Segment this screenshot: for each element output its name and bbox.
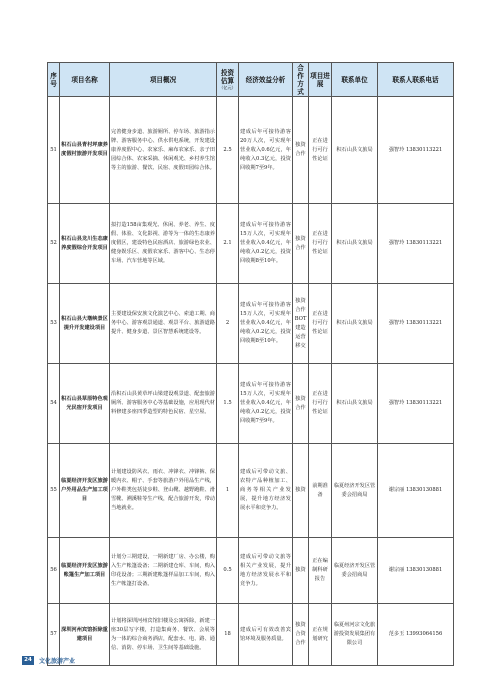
- row-invest: 1: [217, 444, 239, 538]
- table-row: [48, 204, 454, 284]
- row-overview: 计划将深圳河州宾馆旧楼及公寓拆除，新建一座30层写字楼，打造集商务、餐饮、会展等为一体的综合商务酒店，配套水、电、路、通信、消防、停车场、卫生间等基础设施。: [110, 604, 217, 666]
- row-progress: 正在进行可行性论证: [309, 364, 332, 444]
- row-contact: 范多玉 13993064156: [378, 604, 454, 666]
- row-invest: 18: [217, 604, 239, 666]
- row-coop: 独资合资合作: [293, 604, 309, 666]
- row-overview: 沿积石山县黄草坪山梁建设观景道、配套旅游厕所、游客服务中心等基础设施，应用现代材料修建多座四季造型的特色民宿、星空屋。: [110, 364, 217, 444]
- header-coop: 合作方式: [293, 63, 309, 97]
- row-no: 54: [48, 364, 60, 444]
- row-contact: 强智玲 13830113221: [378, 204, 454, 284]
- row-unit: 积石山县文旅局: [332, 204, 378, 284]
- footer-title: 文化旅游产业: [39, 657, 76, 665]
- row-name: 积石山县龙川生态康养度假综合开发项目: [60, 204, 110, 284]
- row-unit: 临夏经济开发区管委会招商局: [332, 538, 378, 604]
- header-no: 序号: [48, 63, 60, 97]
- header-unit: 联系单位: [332, 63, 378, 97]
- row-overview: 主要建设保安族文化演艺中心、索道工期、商务中心、游客观景通道、观景平台、旅游道路提升、健身步道、景区智慧系统建设等。: [110, 284, 217, 364]
- row-benefit: 建成后可有效改善宾馆环境及服务质量。: [239, 604, 293, 666]
- header-invest-unit: （亿元）: [219, 85, 236, 90]
- row-invest: 2.1: [217, 204, 239, 284]
- row-benefit: 建成后可带动文旅、农特产品种植加工、商务等相关产业发展，提升地方经济发展水平和竞争力。: [239, 444, 293, 538]
- row-benefit: 建成后年可接待游客15万人次，可实现年营业收入0.4亿元，年纯收入0.2亿元，投资回收期8至10年。: [239, 284, 293, 364]
- row-contact: 谢宗丽 13830130881: [378, 444, 454, 538]
- row-coop: 独资合作: [293, 204, 309, 284]
- header-contact: 联系人联系电话: [378, 63, 454, 97]
- row-invest: 0.5: [217, 538, 239, 604]
- row-invest: 2.5: [217, 97, 239, 204]
- header-invest: [217, 63, 239, 97]
- row-no: 57: [48, 604, 60, 666]
- table-header-row: [48, 63, 454, 97]
- row-progress: 正在编制科研报告: [309, 538, 332, 604]
- row-coop: 独资合作: [293, 364, 309, 444]
- row-progress: 正在进行可行性论证: [309, 284, 332, 364]
- row-overview: 完善健身步道、旅游厕所、停车场、旅游指示牌、游客服务中心、供水供电系统，开发建设康养度假中心、农家乐、麻布农家乐、亲子田园综合体、农家采摘、休闲观光、乡村养生馆等主的旅游、餐饮、民宿、度假田园综合体。: [110, 97, 217, 204]
- row-no: 55: [48, 444, 60, 538]
- table-row: [48, 444, 454, 538]
- table-row: [48, 538, 454, 604]
- row-progress: 正在进行可行性论证: [309, 97, 332, 204]
- header-overview: 项目概况: [110, 63, 217, 97]
- row-no: 51: [48, 97, 60, 204]
- page-number: 24: [22, 656, 34, 665]
- row-contact: 强智玲 13830113221: [378, 364, 454, 444]
- row-benefit: 建成后可带动文旅等相关产业发展，提升地方经济发展水平和竞争力。: [239, 538, 293, 604]
- row-unit: 临夏州河宗文化旅游投资发展集团有限公司: [332, 604, 378, 666]
- header-invest-label: 投资估算: [220, 69, 235, 85]
- header-benefit: 经济效益分析: [239, 63, 293, 97]
- row-overview: 计划建设防风衣、雨衣、冲锋衣、冲锋裤、保暖内衣、帽子、手套等旅游户外用品生产线，户外鞋类包括徒步鞋、登山靴、越野跑鞋、滑雪靴、溯溪鞋等生产线，配合旅游开发，带动当地就业。: [110, 444, 217, 538]
- row-no: 53: [48, 284, 60, 364]
- row-benefit: 建成后年可接待游客15万人次，可实现年营业收入0.4亿元，年纯收入0.2亿元，投资回收期8至10年。: [239, 204, 293, 284]
- header-progress: 项目进展: [309, 63, 332, 97]
- row-progress: 正在规划研究: [309, 604, 332, 666]
- row-name: 临夏经济开发区旅游户外用品生产加工项目: [60, 444, 110, 538]
- row-unit: 积石山县文旅局: [332, 284, 378, 364]
- row-no: 52: [48, 204, 60, 284]
- row-coop: 独资: [293, 444, 309, 538]
- table-row: [48, 97, 454, 204]
- row-coop: 独资合作BOT建造运营移交: [293, 284, 309, 364]
- row-unit: 积石山县文旅局: [332, 97, 378, 204]
- row-name: 积石山县青村坪康养度假村旅游开发项目: [60, 97, 110, 204]
- table-row: [48, 364, 454, 444]
- page-footer: [22, 655, 75, 665]
- row-no: 56: [48, 538, 60, 604]
- table-row: [48, 284, 454, 364]
- row-coop: 独资合作: [293, 97, 309, 204]
- row-benefit: 建成后年可接待游客15万人次，可实现年营业收入0.4亿元，年纯收入0.2亿元，投资回收期7至9年。: [239, 364, 293, 444]
- row-invest: 2: [217, 284, 239, 364]
- row-contact: 谢宗丽 13830130881: [378, 538, 454, 604]
- row-unit: 临夏经济开发区管委会招商局: [332, 444, 378, 538]
- row-invest: 1.5: [217, 364, 239, 444]
- table-row: [48, 604, 454, 666]
- row-name: 积石山县大墩峡景区提升开发建设项目: [60, 284, 110, 364]
- row-progress: 正在进行可行性论证: [309, 204, 332, 284]
- header-name: 项目名称: [60, 63, 110, 97]
- row-contact: 强智玲 13830113221: [378, 97, 454, 204]
- row-name: 积石山县草原特色观光民宿开发项目: [60, 364, 110, 444]
- row-progress: 前期准备: [309, 444, 332, 538]
- row-overview: 计划分三期建设，一期新建厂房、办公楼，购入生产帐篷设备；二期新建仓库、车间，购入印花设备；三期新建帐篷样品加工车间，购入生产帐篷打设备。: [110, 538, 217, 604]
- row-unit: 积石山县文旅局: [332, 364, 378, 444]
- row-name: 临夏经济开发区旅游帐篷生产加工项目: [60, 538, 110, 604]
- row-overview: 拟打造158亩集观光、休闲、养老、养生、度假、体验、文化影视、游等为一体的生态康养度假区，建设特色民宿酒店、旅游绿色农业、健身娱乐区、度假农家乐、游客中心、生态停车场、汽车营地等区域。: [110, 204, 217, 284]
- row-name: 深圳河州宾馆拆除重建项目: [60, 604, 110, 666]
- row-contact: 强智玲 13830113221: [378, 284, 454, 364]
- project-table: [47, 62, 454, 666]
- row-coop: 独资: [293, 538, 309, 604]
- row-benefit: 建成后年可接待游客20万人次，可实现年营业收入0.6亿元，年纯收入0.3亿元，投资回收期7至9年。: [239, 97, 293, 204]
